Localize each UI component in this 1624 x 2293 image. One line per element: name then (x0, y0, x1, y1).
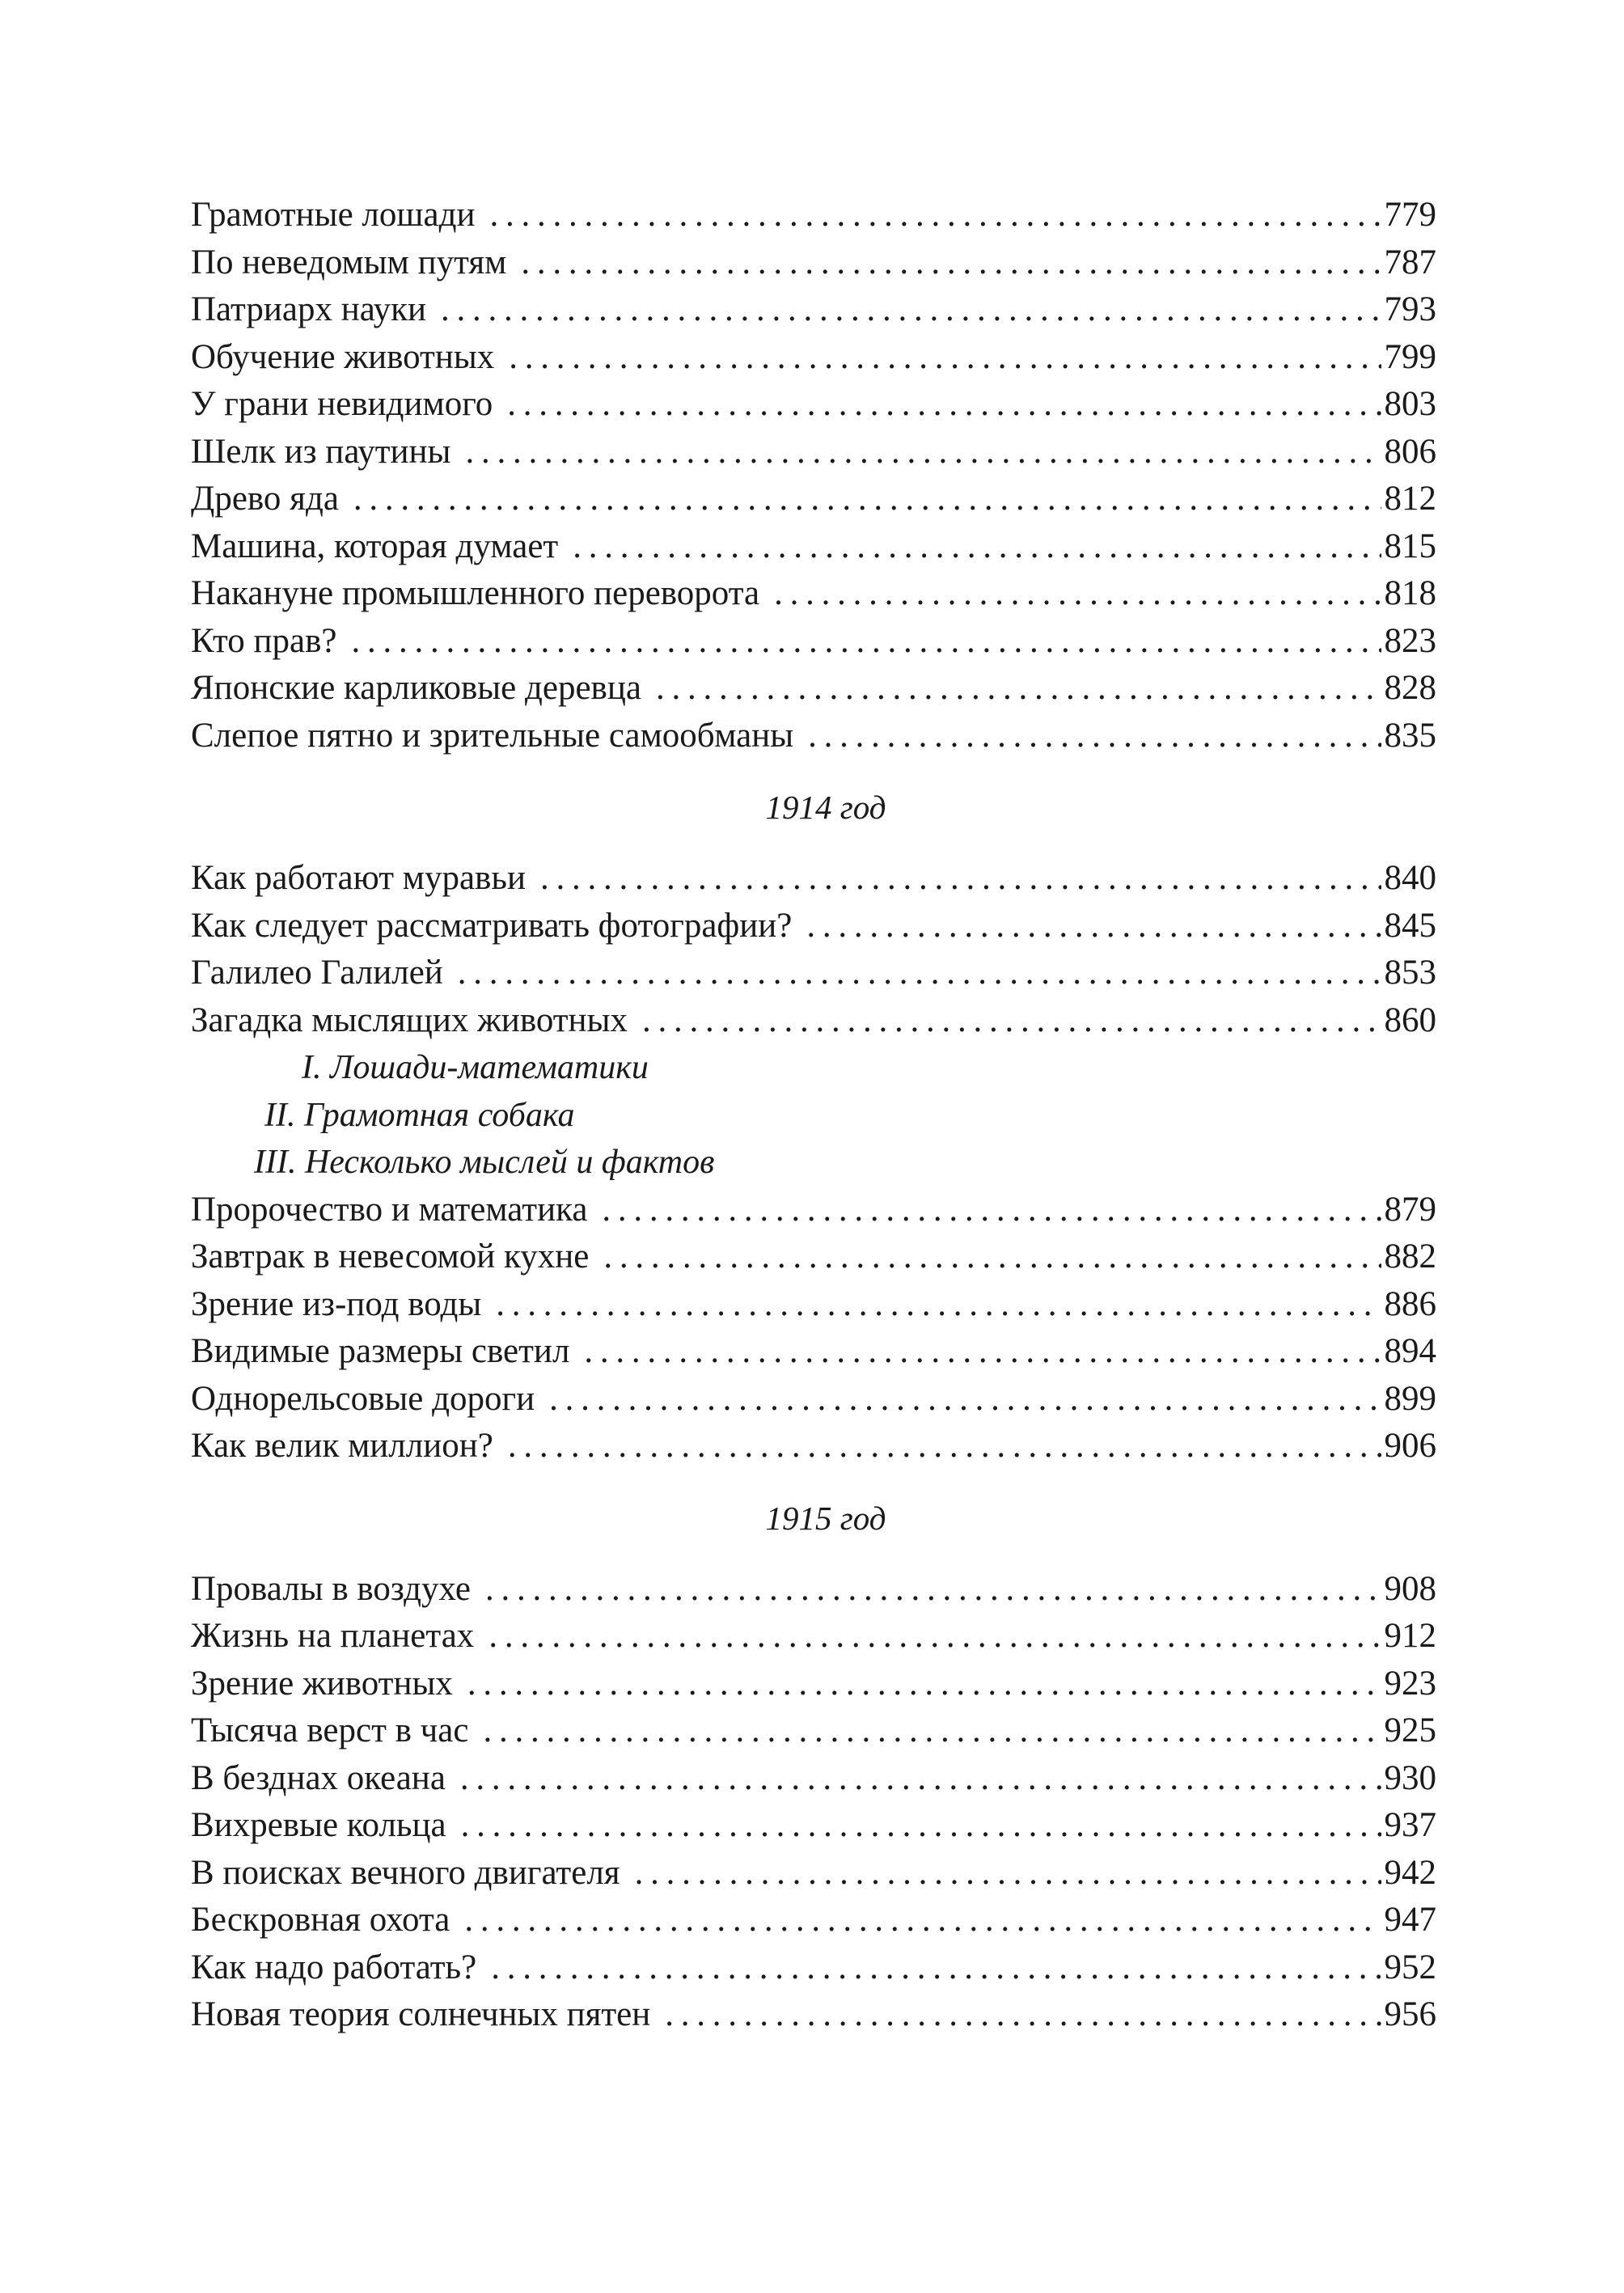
toc-entry-page: 937 (1384, 1806, 1436, 1844)
dot-leader (483, 1707, 1381, 1755)
toc-entry-title: Провалы в воздухе (191, 1569, 472, 1608)
dot-leader (491, 1944, 1381, 1992)
toc-entry-title: У грани невидимого (191, 385, 493, 423)
dot-leader (460, 1755, 1381, 1803)
toc-entry-page: 812 (1384, 480, 1436, 518)
toc-entry-page: 860 (1384, 1001, 1436, 1039)
toc-entry-page: 956 (1384, 1995, 1436, 2033)
toc-entry[interactable] (191, 618, 1436, 666)
dot-leader (521, 239, 1381, 287)
toc-entry-title: Как надо работать? (191, 1948, 477, 1986)
dot-leader (458, 950, 1381, 997)
toc-group-1914 (191, 855, 1436, 1470)
year-heading-1915: 1915 год (765, 1499, 886, 1537)
dot-leader (540, 855, 1381, 903)
toc-entry-page: 912 (1384, 1617, 1436, 1655)
toc-entry-title: Грамотные лошади (191, 196, 476, 234)
dot-leader (465, 429, 1381, 476)
toc-entry-page: 925 (1384, 1711, 1436, 1749)
toc-entry-page: 947 (1384, 1901, 1436, 1939)
toc-entry[interactable] (191, 1187, 1436, 1234)
dot-leader (488, 1613, 1381, 1661)
toc-entry-title: Вихревые кольца (191, 1806, 446, 1844)
toc-entry[interactable] (191, 1991, 1436, 2039)
dot-leader (635, 1850, 1381, 1897)
toc-entry-title: По неведомым путям (191, 243, 507, 281)
toc-group-1915 (191, 1566, 1436, 2039)
toc-entry-title: Как работают муравьи (191, 859, 526, 897)
toc-entry[interactable] (191, 192, 1436, 239)
toc-entry-title: В безднах океана (191, 1758, 446, 1797)
toc-entry[interactable] (191, 1233, 1436, 1281)
dot-leader (806, 903, 1381, 950)
toc-entry-title: Как велик миллион? (191, 1427, 493, 1465)
toc-entry[interactable] (191, 903, 1436, 950)
toc-entry-page: 899 (1384, 1379, 1436, 1418)
dot-leader (485, 1566, 1381, 1614)
toc-entry[interactable] (191, 855, 1436, 903)
dot-leader (489, 192, 1381, 239)
toc-entry[interactable] (191, 239, 1436, 287)
dot-leader (774, 570, 1381, 618)
toc-entry-title: Загадка мыслящих животных (191, 1001, 628, 1039)
dot-leader (549, 1376, 1381, 1424)
toc-entry-title: Зрение животных (191, 1664, 453, 1703)
toc-entry-page: 779 (1384, 196, 1436, 234)
toc-entry-page: 886 (1384, 1284, 1436, 1323)
toc-entry-title: Накануне промышленного переворота (191, 574, 760, 612)
toc-entry-title: Обучение животных (191, 337, 495, 376)
dot-leader (509, 334, 1381, 382)
toc-entry[interactable] (191, 1661, 1436, 1708)
toc-entry-page: 906 (1384, 1427, 1436, 1465)
toc-entry-page: 952 (1384, 1948, 1436, 1986)
toc-entry[interactable] (191, 665, 1436, 713)
dot-leader (467, 1661, 1381, 1708)
dot-leader (507, 381, 1381, 429)
toc-entry-title: Японские карликовые деревца (191, 669, 641, 707)
dot-leader (352, 618, 1381, 666)
dot-leader (353, 476, 1381, 523)
toc-entry-page: 879 (1384, 1190, 1436, 1229)
toc-entry-page: 845 (1384, 906, 1436, 945)
toc-entry-page: 818 (1384, 574, 1436, 612)
toc-entry-page: 806 (1384, 432, 1436, 471)
toc-entry[interactable] (191, 1897, 1436, 1944)
toc-group-1 (191, 192, 1436, 759)
toc-entry[interactable] (191, 334, 1436, 382)
toc-entry-title: Пророчество и математика (191, 1190, 588, 1229)
toc-entry[interactable] (191, 1707, 1436, 1755)
toc-entry-page: 793 (1384, 290, 1436, 328)
toc-entry-page: 787 (1384, 243, 1436, 281)
toc-entry[interactable] (191, 476, 1436, 523)
toc-entry-title: Видимые размеры светил (191, 1332, 570, 1370)
toc-entry[interactable] (191, 1423, 1436, 1470)
toc-entry[interactable] (191, 1850, 1436, 1897)
toc-entry[interactable] (191, 1755, 1436, 1803)
dot-leader (464, 1897, 1381, 1944)
toc-entry-page: 815 (1384, 527, 1436, 565)
dot-leader (584, 1328, 1381, 1376)
table-of-contents (191, 192, 1436, 2039)
toc-entry[interactable] (191, 1376, 1436, 1424)
dot-leader (665, 1991, 1381, 2039)
toc-entry-title: Бескровная охота (191, 1901, 450, 1939)
toc-entry-title: Машина, которая думает (191, 527, 559, 565)
toc-entry-title: В поисках вечного двигателя (191, 1853, 620, 1892)
toc-entry-title: Однорельсовые дороги (191, 1379, 535, 1418)
toc-entry-page: 882 (1384, 1237, 1436, 1276)
dot-leader (496, 1281, 1381, 1329)
toc-entry-title: Тысяча верст в час (191, 1711, 469, 1749)
toc-entry-title: Новая теория солнечных пятен (191, 1995, 651, 2033)
dot-leader (603, 1233, 1381, 1281)
toc-entry[interactable] (191, 1613, 1436, 1661)
dot-leader (573, 523, 1381, 571)
toc-entry[interactable] (191, 1328, 1436, 1376)
toc-entry[interactable] (191, 286, 1436, 334)
toc-entry[interactable] (191, 713, 1436, 760)
dot-leader (808, 713, 1381, 760)
toc-entry-title: Галилео Галилей (191, 954, 443, 992)
toc-entry[interactable] (191, 523, 1436, 571)
toc-entry-page: 840 (1384, 859, 1436, 897)
toc-entry[interactable] (191, 950, 1436, 997)
toc-entry-title: Как следует рассматривать фотографии? (191, 906, 793, 945)
toc-entry-title: Кто прав? (191, 621, 337, 660)
dot-leader (508, 1423, 1381, 1470)
toc-entry[interactable] (191, 1566, 1436, 1614)
dot-leader (461, 1802, 1381, 1850)
year-heading-1914: 1914 год (765, 789, 886, 826)
toc-entry-page: 835 (1384, 716, 1436, 755)
dot-leader (441, 286, 1381, 334)
toc-entry[interactable] (191, 1802, 1436, 1850)
toc-entry-page: 799 (1384, 337, 1436, 376)
toc-entry-page: 853 (1384, 954, 1436, 992)
toc-entry[interactable] (191, 1281, 1436, 1329)
toc-entry-page: 823 (1384, 621, 1436, 660)
toc-entry-page: 828 (1384, 669, 1436, 707)
toc-entry-title: Шелк из паутины (191, 432, 451, 471)
toc-entry[interactable] (191, 429, 1436, 476)
toc-entry-title: Завтрак в невесомой кухне (191, 1237, 590, 1276)
toc-entry-page: 894 (1384, 1332, 1436, 1370)
toc-entry[interactable] (191, 1944, 1436, 1992)
dot-leader (656, 665, 1381, 713)
dot-leader (642, 997, 1381, 1045)
toc-entry-page: 908 (1384, 1569, 1436, 1608)
toc-entry-title: Патриарх науки (191, 290, 427, 328)
toc-entry-page: 930 (1384, 1758, 1436, 1797)
toc-subentry[interactable]: II. Грамотная собака (264, 1096, 575, 1134)
toc-entry-page: 942 (1384, 1853, 1436, 1892)
toc-entry-page: 923 (1384, 1664, 1436, 1703)
toc-subentry[interactable]: I. Лошади-математики (302, 1049, 649, 1086)
toc-entry[interactable] (191, 570, 1436, 618)
toc-entry-title: Слепое пятно и зрительные самообманы (191, 716, 794, 755)
toc-entry[interactable] (191, 381, 1436, 429)
toc-entry-page: 803 (1384, 385, 1436, 423)
toc-entry[interactable] (191, 997, 1436, 1045)
toc-entry-title: Жизнь на планетах (191, 1617, 475, 1655)
dot-leader (602, 1187, 1381, 1234)
toc-subentry[interactable]: III. Несколько мыслей и фактов (254, 1144, 715, 1181)
toc-entry-title: Древо яда (191, 480, 339, 518)
toc-entry-title: Зрение из-под воды (191, 1284, 482, 1323)
